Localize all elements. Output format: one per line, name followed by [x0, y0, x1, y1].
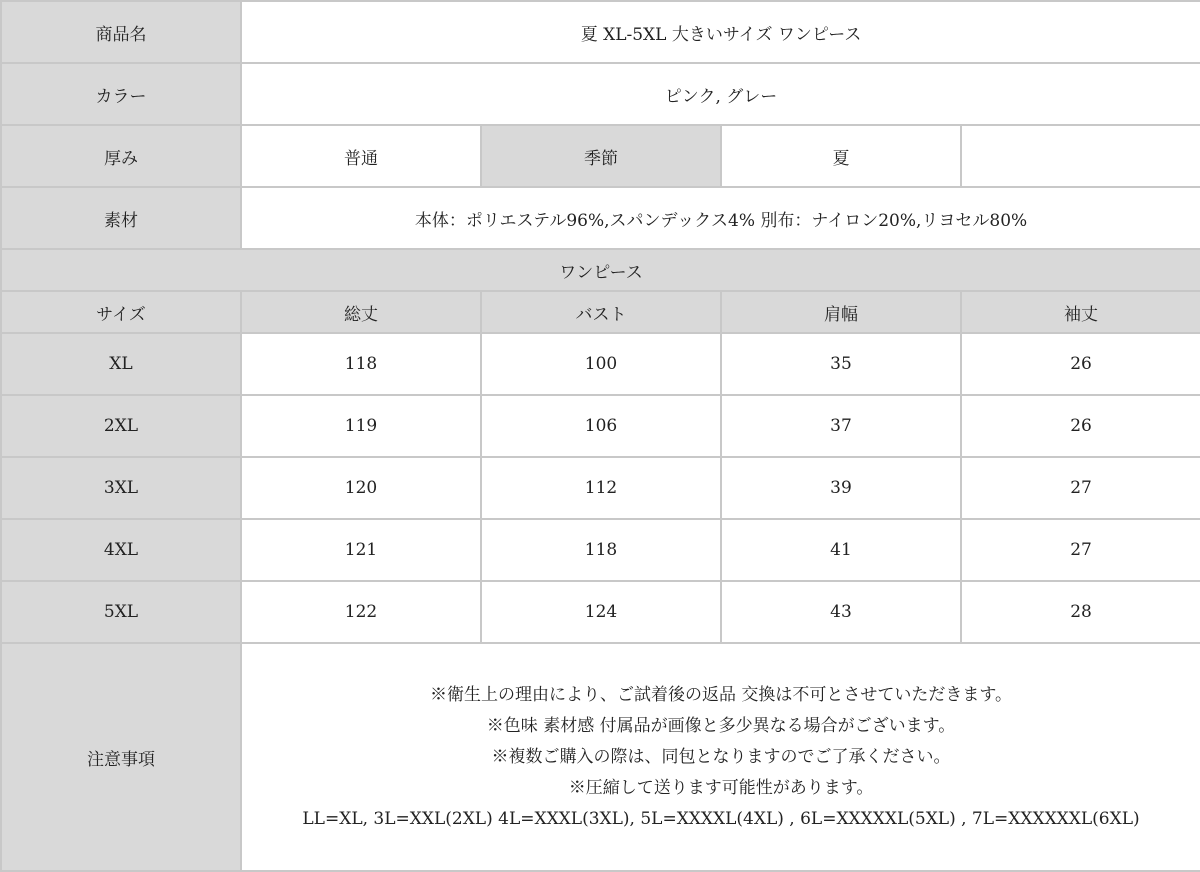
- season-label: 季節: [481, 125, 721, 187]
- section-title: ワンピース: [1, 249, 1200, 291]
- note-hygiene: ※衛生上の理由により、ご試着後の返品 交換は不可とさせていただきます。: [430, 684, 1013, 705]
- notes-label: 注意事項: [1, 643, 241, 871]
- note-compression: ※圧縮して送ります可能性があります。: [568, 777, 874, 798]
- note-color-difference: ※色味 素材感 付属品が画像と多少異なる場合がございます。: [486, 715, 956, 736]
- table-row: [1, 333, 1200, 395]
- sleeve-value: 26: [961, 333, 1200, 395]
- length-value: 120: [241, 457, 481, 519]
- sleeve-value: 28: [961, 581, 1200, 643]
- sleeve-value: 27: [961, 457, 1200, 519]
- product-name-value: 夏 XL-5XL 大きいサイズ ワンピース: [241, 1, 1200, 63]
- header-length: 総丈: [241, 291, 481, 333]
- sleeve-value: 27: [961, 519, 1200, 581]
- table-row: [1, 519, 1200, 581]
- thickness-value: 普通: [241, 125, 481, 187]
- bust-value: 118: [481, 519, 721, 581]
- bust-value: 100: [481, 333, 721, 395]
- header-size: サイズ: [1, 291, 241, 333]
- shoulder-value: 41: [721, 519, 961, 581]
- notes-row: [1, 643, 1200, 871]
- shoulder-value: 35: [721, 333, 961, 395]
- table-row: [1, 581, 1200, 643]
- color-label: カラー: [1, 63, 241, 125]
- bust-value: 106: [481, 395, 721, 457]
- size-name: 2XL: [1, 395, 241, 457]
- size-name: XL: [1, 333, 241, 395]
- color-value: ピンク, グレー: [241, 63, 1200, 125]
- material-row: [1, 187, 1200, 249]
- note-bundled-shipping: ※複数ご購入の際は、同包となりますのでご了承ください。: [491, 746, 951, 767]
- size-name: 4XL: [1, 519, 241, 581]
- header-shoulder: 肩幅: [721, 291, 961, 333]
- season-value: 夏: [721, 125, 961, 187]
- sleeve-value: 26: [961, 395, 1200, 457]
- length-value: 121: [241, 519, 481, 581]
- header-bust: バスト: [481, 291, 721, 333]
- size-name: 5XL: [1, 581, 241, 643]
- table-row: [1, 457, 1200, 519]
- material-label: 素材: [1, 187, 241, 249]
- shoulder-value: 37: [721, 395, 961, 457]
- thickness-row: [1, 125, 1200, 187]
- shoulder-value: 43: [721, 581, 961, 643]
- bust-value: 124: [481, 581, 721, 643]
- size-header-row: [1, 291, 1200, 333]
- thickness-label: 厚み: [1, 125, 241, 187]
- size-name: 3XL: [1, 457, 241, 519]
- product-name-label: 商品名: [1, 1, 241, 63]
- bust-value: 112: [481, 457, 721, 519]
- product-name-row: [1, 1, 1200, 63]
- length-value: 119: [241, 395, 481, 457]
- color-row: [1, 63, 1200, 125]
- table-row: [1, 395, 1200, 457]
- empty-cell: [961, 125, 1200, 187]
- section-title-row: [1, 249, 1200, 291]
- note-size-conversion: LL=XL, 3L=XXL(2XL) 4L=XXXL(3XL), 5L=XXXXL(4XL) , 6L=XXXXXL(5XL) , 7L=XXXXXXL(6XL): [302, 808, 1140, 829]
- notes-content: [241, 643, 1200, 871]
- material-value: 本体：ポリエステル96%,スパンデックス4% 別布：ナイロン20%,リヨセル80%: [241, 187, 1200, 249]
- length-value: 122: [241, 581, 481, 643]
- header-sleeve: 袖丈: [961, 291, 1200, 333]
- length-value: 118: [241, 333, 481, 395]
- shoulder-value: 39: [721, 457, 961, 519]
